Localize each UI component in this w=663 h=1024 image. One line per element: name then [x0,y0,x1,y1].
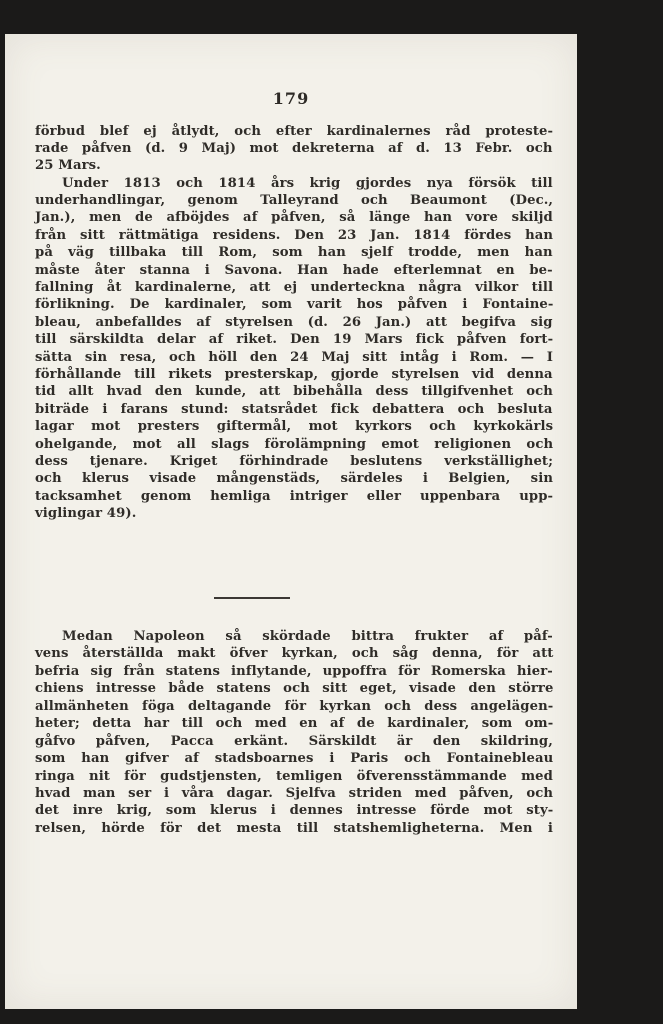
text-line: från sitt rättmätiga residens. Den 23 Jan. 1814 fördes han [35,228,554,243]
text-line: förhållande till rikets presterskap, gjorde styrelsen vid denna [35,367,553,382]
text-line: lagar mot presters giftermål, mot kyrkors och kyrkokärls [35,419,554,434]
text-line: Under 1813 och 1814 års krig gjordes nya försök till [62,176,553,191]
text-line: det inre krig, som klerus i dennes intresse förde mot sty- [35,803,554,818]
text-line: Jan.), men de afböjdes af påfven, så länge han vore skiljd [35,210,553,225]
text-line: som han gifver af stadsboarnes i Paris och Fontainebleau [35,751,554,766]
text-line: måste åter stanna i Savona. Han hade efterlemnat en be- [35,263,553,278]
text-line: ringa nit för gudstjensten, temligen öfverensstämmande med [35,769,553,784]
text-line: tacksamhet genom hemliga intriger eller uppenbara upp- [35,489,554,504]
text-line: allmänheten föga deltagande för kyrkan och dess angelägen- [35,699,554,714]
text-line: fallning åt kardinalerne, att ej underteckna några vilkor till [35,280,554,295]
text-line: och klerus visade mångenstäds, särdeles i Belgien, sin [35,471,554,486]
text-line: gåfvo påfven, Pacca erkänt. Särskildt är den skildring, [35,734,553,749]
text-line: på väg tillbaka till Rom, som han sjelf trodde, men han [35,245,553,260]
text-line: Medan Napoleon så skördade bittra frukter af påf- [62,629,553,644]
text-line: heter; detta har till och med en af de kardinaler, som om- [35,716,554,731]
section-divider [214,597,290,599]
text-line: dess tjenare. Kriget förhindrade beslutens verkställighet; [35,454,554,469]
text-line: befria sig från statens inflytande, uppoffra för Romerska hier- [35,664,553,679]
text-line: förbud blef ej åtlydt, och efter kardinalernes råd proteste- [35,124,554,139]
book-page [5,34,577,1009]
text-line: chiens intresse både statens och sitt eget, visade den större [35,681,554,696]
text-line: biträde i farans stund: statsrådet fick debattera och besluta [35,402,553,417]
text-line: tid allt hvad den kunde, att bibehålla dess tillgifvenhet och [35,384,553,399]
page-number: 179 [272,89,310,108]
text-line: viglingar 49). [35,506,137,521]
text-line: sätta sin resa, och höll den 24 Maj sitt intåg i Rom. — I [35,350,554,365]
text-line: förlikning. De kardinaler, som varit hos påfven i Fontaine- [35,297,554,312]
text-line: bleau, anbefalldes af styrelsen (d. 26 Jan.) att begifva sig [35,315,553,330]
text-line: hvad man ser i våra dagar. Sjelfva striden med påfven, och [35,786,554,801]
text-line: relsen, hörde för det mesta till statshemligheterna. Men i [35,821,553,836]
text-line: vens återställda makt öfver kyrkan, och såg denna, för att [35,646,554,661]
text-line: ohelgande, mot all slags förolämpning emot religionen och [35,437,554,452]
text-line: underhandlingar, genom Talleyrand och Beaumont (Dec., [35,193,554,208]
text-line: rade påfven (d. 9 Maj) mot dekreterna af d. 13 Febr. och [35,141,553,156]
text-line: till särskildta delar af riket. Den 19 Mars fick påfven fort- [35,332,554,347]
text-line: 25 Mars. [35,158,101,173]
